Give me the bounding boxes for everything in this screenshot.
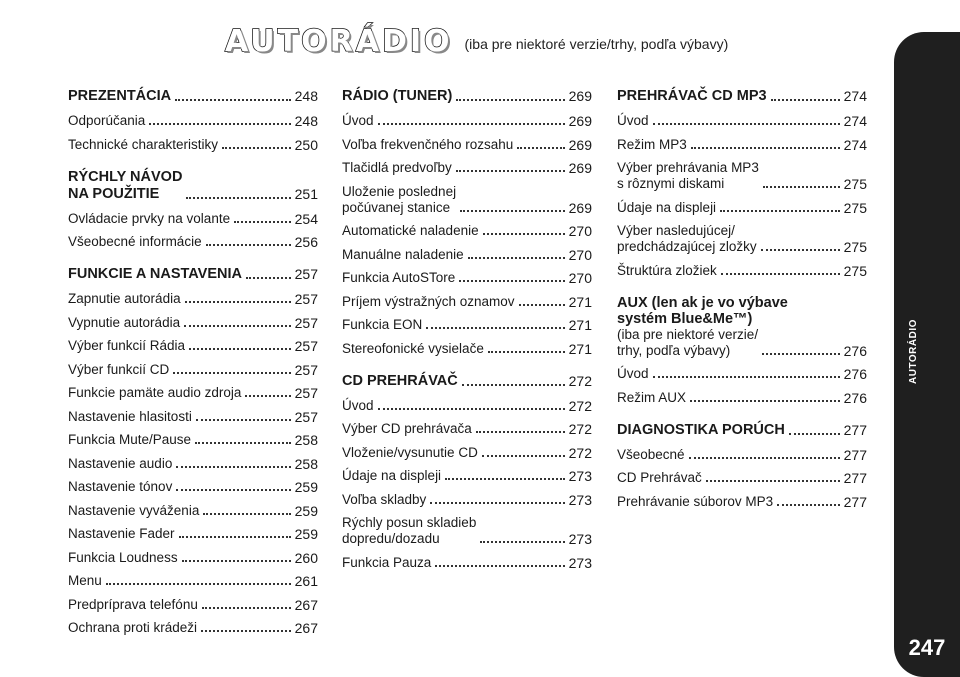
toc-item[interactable] [68, 432, 318, 448]
section-heading-label: RÁDIO (TUNER) [342, 88, 453, 104]
dot-leader [445, 478, 565, 480]
toc-column-1 [68, 88, 318, 652]
dot-leader [430, 502, 564, 504]
dot-leader [462, 384, 565, 386]
toc-item[interactable] [617, 160, 867, 192]
toc-item-page: 250 [294, 136, 318, 153]
dot-leader [706, 480, 840, 482]
dot-leader [482, 455, 565, 457]
dot-leader [173, 372, 290, 374]
toc-item-page: 267 [294, 596, 318, 613]
section-heading[interactable] [342, 88, 592, 105]
toc-item-label: Ochrana proti krádeži [68, 620, 198, 635]
toc-item-page: 271 [568, 317, 592, 333]
dot-leader [653, 123, 840, 125]
toc-item-label: CD Prehrávač [617, 470, 702, 485]
toc-item-label: Príjem výstražných oznamov [342, 293, 515, 309]
toc-item-page: 276 [843, 389, 867, 406]
toc-item-label: Výber prehrávania MP3 s rôznymi diskami [617, 160, 759, 191]
section-heading-label: DIAGNOSTIKA PORÚCH [617, 421, 785, 438]
section-heading-label: PREZENTÁCIA [68, 88, 172, 104]
toc-section [68, 88, 318, 153]
toc-item[interactable] [617, 366, 867, 382]
dot-leader [690, 400, 840, 402]
toc-item[interactable] [68, 573, 318, 589]
dot-leader [246, 277, 291, 279]
dot-leader [185, 301, 291, 303]
toc-item-label: Odporúčania [68, 113, 146, 128]
toc-item-page: 256 [294, 234, 318, 250]
toc-item-label: Predpríprava telefónu [68, 596, 198, 612]
toc-item-page: 269 [568, 199, 592, 216]
toc-item[interactable] [342, 270, 592, 286]
toc-item[interactable] [342, 445, 592, 461]
toc-item-page: 258 [294, 432, 318, 448]
toc-item-page: 257 [294, 291, 318, 307]
toc-item[interactable] [342, 184, 592, 216]
dot-leader [777, 504, 840, 506]
dot-leader [203, 513, 290, 515]
toc-item-page: 277 [843, 470, 867, 486]
toc-item[interactable] [617, 470, 867, 486]
dot-leader [789, 433, 840, 435]
section-heading[interactable] [342, 373, 592, 390]
toc-item[interactable] [68, 211, 318, 227]
section-heading[interactable] [68, 169, 318, 203]
toc-item-page: 271 [568, 293, 592, 310]
toc-item-label: Technické charakteristiky [68, 136, 219, 152]
toc-item-label: Manuálne naladenie [342, 246, 464, 262]
dot-leader [762, 353, 840, 355]
dot-leader [206, 244, 291, 246]
toc-item-label: Automatické naladenie [342, 223, 479, 238]
section-heading-label: FUNKCIE A NASTAVENIA [68, 266, 242, 282]
section-heading-page: 274 [843, 88, 867, 104]
toc-item[interactable] [68, 291, 318, 307]
dot-leader [435, 565, 564, 567]
toc-item[interactable] [342, 160, 592, 176]
toc-item-page: 277 [843, 446, 867, 463]
toc-item-label: Funkcia Loudness [68, 549, 178, 565]
dot-leader [176, 466, 290, 468]
dot-leader [184, 325, 291, 327]
toc-item-page: 270 [568, 223, 592, 239]
toc-item-page: 270 [568, 246, 592, 263]
dot-leader [201, 630, 291, 632]
toc-item[interactable] [68, 597, 318, 613]
dot-leader [378, 123, 565, 125]
toc-item-label: Funkcie pamäte audio zdroja [68, 385, 242, 400]
toc-item[interactable] [617, 447, 867, 463]
dot-leader [149, 123, 290, 125]
section-heading[interactable] [617, 88, 867, 105]
toc-item-label: Všeobecné [617, 446, 685, 462]
section-heading-label: PREHRÁVAČ CD MP3 [617, 88, 767, 104]
section-heading-page: 248 [294, 88, 318, 104]
dot-leader [186, 197, 290, 199]
toc-item[interactable] [68, 526, 318, 542]
dot-leader [761, 249, 840, 251]
toc-item-label: Stereofonické vysielače [342, 340, 484, 356]
toc-column-3 [617, 88, 867, 526]
toc-item-label: Nastavenie Fader [68, 526, 175, 541]
dot-leader [106, 583, 291, 585]
toc-item-label: Nastavenie tónov [68, 479, 173, 494]
toc-section [342, 373, 592, 571]
toc-item-label: Menu [68, 573, 102, 588]
dot-leader [480, 541, 564, 543]
toc-item-label: Údaje na displeji [617, 199, 717, 215]
toc-item-page: 269 [568, 113, 592, 129]
dot-leader [196, 419, 291, 421]
toc-item-label: Prehrávanie súborov MP3 [617, 493, 774, 509]
dot-leader [519, 304, 565, 306]
toc-item-page: 260 [294, 549, 318, 566]
toc-item[interactable] [617, 137, 867, 153]
toc-item-page: 276 [843, 366, 867, 382]
toc-item-page: 257 [294, 385, 318, 401]
toc-section [342, 88, 592, 357]
dot-leader [488, 351, 565, 353]
toc-item-page: 248 [294, 113, 318, 129]
toc-item[interactable] [342, 515, 592, 547]
toc-item[interactable] [342, 555, 592, 571]
toc-item-page: 277 [843, 493, 867, 510]
toc-item-page: 269 [568, 136, 592, 153]
section-heading-page: 269 [568, 88, 592, 104]
dot-leader [721, 273, 840, 275]
toc-item-label: Funkcia Pauza [342, 554, 432, 570]
toc-item-page: 272 [568, 397, 592, 414]
toc-item[interactable] [617, 200, 867, 216]
toc-item[interactable] [68, 550, 318, 566]
toc-section [617, 88, 867, 279]
toc-item-page: 254 [294, 210, 318, 227]
dot-leader [182, 560, 291, 562]
dot-leader [771, 99, 840, 101]
toc-item-label: Rýchly posun skladieb dopredu/dozadu [342, 515, 477, 546]
toc-item-page: 257 [294, 361, 318, 378]
dot-leader [763, 186, 840, 188]
toc-item-page: 275 [843, 176, 867, 192]
toc-item-label: Výber CD prehrávača [342, 421, 472, 436]
toc-item[interactable] [617, 223, 867, 255]
toc-section [617, 422, 867, 510]
toc-item[interactable] [68, 362, 318, 378]
toc-item-label: Úvod [617, 113, 649, 128]
toc-item-page: 273 [568, 531, 592, 547]
dot-leader [195, 442, 291, 444]
toc-item-label: Nastavenie audio [68, 455, 173, 471]
dot-leader [245, 395, 290, 397]
side-tab [894, 32, 960, 677]
toc-item-label: Voľba skladby [342, 491, 427, 507]
toc-item[interactable] [68, 479, 318, 495]
toc-item-label: Údaje na displeji [342, 468, 442, 483]
toc-item-label: Ovládacie prvky na volante [68, 210, 231, 226]
toc-item-label: Vypnutie autorádia [68, 314, 181, 330]
dot-leader [460, 210, 565, 212]
toc-item-page: 257 [294, 408, 318, 425]
toc-item-label: Štruktúra zložiek [617, 262, 717, 278]
section-heading[interactable]: AUX (len ak je vo výbave systém Blue&Me™) [617, 294, 788, 327]
section-subheading-page: 276 [843, 342, 867, 359]
toc-item-label: Nastavenie hlasitosti [68, 408, 192, 424]
toc-item-page: 272 [568, 444, 592, 461]
toc-item[interactable] [68, 385, 318, 401]
toc-item[interactable] [68, 315, 318, 331]
toc-item[interactable] [68, 503, 318, 519]
toc-item[interactable] [68, 113, 318, 129]
toc-item[interactable] [68, 620, 318, 636]
toc-item-label: Úvod [617, 366, 649, 381]
toc-item-page: 274 [843, 136, 867, 153]
toc-item[interactable] [617, 263, 867, 279]
toc-item-label: Uloženie poslednej počúvanej stanice [342, 183, 457, 215]
page-title: AUTORÁDIO [225, 24, 453, 59]
dot-leader [426, 327, 564, 329]
toc-item-label: Výber funkcií Rádia [68, 338, 186, 353]
toc-item[interactable] [68, 456, 318, 472]
dot-leader [456, 99, 564, 101]
toc-item-label: Úvod [342, 397, 374, 413]
toc-item-page: 267 [294, 620, 318, 636]
toc-item-label: Voľba frekvenčného rozsahu [342, 136, 514, 152]
toc-item-label: Funkcia EON [342, 317, 423, 332]
toc-section [68, 266, 318, 636]
toc-item-label: Funkcia Mute/Pause [68, 432, 192, 447]
toc-item-page: 273 [568, 554, 592, 571]
toc-item[interactable] [617, 113, 867, 129]
toc-item-label: Tlačidlá predvoľby [342, 160, 452, 175]
section-heading[interactable] [68, 266, 318, 283]
toc-section [617, 295, 867, 406]
dot-leader [179, 536, 291, 538]
toc-item-page: 271 [568, 340, 592, 357]
dot-leader [691, 147, 840, 149]
section-heading[interactable] [68, 88, 318, 105]
dot-leader [689, 457, 840, 459]
toc-item[interactable] [342, 294, 592, 310]
toc-item[interactable] [342, 421, 592, 437]
section-heading-label: RÝCHLY NÁVOD NA POUŽITIE [68, 168, 183, 202]
section-heading[interactable] [617, 422, 867, 439]
toc-item-label: Režim AUX [617, 389, 687, 405]
toc-item[interactable] [342, 341, 592, 357]
dot-leader [378, 408, 565, 410]
toc-item[interactable] [342, 113, 592, 129]
toc-item-page: 257 [294, 314, 318, 331]
toc-item-page: 258 [294, 455, 318, 472]
toc-item-page: 275 [843, 262, 867, 279]
toc-item-label: Funkcia AutoSTore [342, 270, 456, 285]
page-subtitle: (iba pre niektoré verzie/trhy, podľa výbavy) [464, 36, 729, 52]
dot-leader [189, 348, 291, 350]
toc-item[interactable] [68, 338, 318, 354]
toc-item[interactable] [342, 137, 592, 153]
dot-leader [175, 99, 291, 101]
toc-item-page: 273 [568, 468, 592, 484]
section-subheading[interactable] [617, 327, 867, 359]
toc-item-page: 259 [294, 479, 318, 495]
toc-item-label: Výber funkcií CD [68, 361, 170, 377]
section-heading-page: 251 [294, 185, 318, 202]
dot-leader [456, 170, 565, 172]
section-heading-page: 272 [568, 372, 592, 389]
dot-leader [720, 210, 840, 212]
toc-item-page: 274 [843, 113, 867, 129]
section-subheading-label: (iba pre niektoré verzie/ trhy, podľa výbavy) [617, 326, 759, 358]
dot-leader [222, 147, 291, 149]
toc-column-2 [342, 88, 592, 587]
toc-item[interactable] [68, 234, 318, 250]
dot-leader [176, 489, 290, 491]
dot-leader [653, 376, 840, 378]
page-number: 247 [908, 635, 946, 660]
toc-item-page: 275 [843, 239, 867, 255]
dot-leader [202, 607, 291, 609]
toc-item-page: 272 [568, 421, 592, 437]
toc-item[interactable] [342, 247, 592, 263]
toc-item[interactable] [342, 398, 592, 414]
toc-item-page: 259 [294, 526, 318, 542]
toc-item-label: Vloženie/vysunutie CD [342, 444, 478, 460]
dot-leader [483, 233, 565, 235]
dot-leader [517, 147, 564, 149]
toc-section [68, 169, 318, 251]
toc-item-page: 273 [568, 491, 592, 508]
toc-item-page: 261 [294, 573, 318, 589]
dot-leader [468, 257, 565, 259]
toc-item-page: 269 [568, 160, 592, 176]
dot-leader [476, 431, 565, 433]
section-heading-page: 257 [294, 266, 318, 282]
toc-item[interactable] [68, 137, 318, 153]
toc-item-page: 275 [843, 199, 867, 216]
toc-item[interactable] [617, 390, 867, 406]
toc-item-label: Výber nasledujúcej/ predchádzajúcej zložky [617, 223, 757, 254]
toc-item-page: 257 [294, 338, 318, 354]
toc-item-label: Všeobecné informácie [68, 234, 202, 249]
toc-item[interactable] [342, 468, 592, 484]
toc-item[interactable] [617, 494, 867, 510]
dot-leader [234, 221, 291, 223]
side-tab-label: AUTORÁDIO [908, 319, 919, 385]
toc-item[interactable] [342, 317, 592, 333]
toc-item-page: 270 [568, 270, 592, 286]
dot-leader [459, 280, 564, 282]
section-heading-label: CD PREHRÁVAČ [342, 372, 458, 389]
toc-item[interactable] [342, 223, 592, 239]
toc-item[interactable] [68, 409, 318, 425]
toc-item-label: Režim MP3 [617, 136, 687, 152]
toc-item-label: Nastavenie vyváženia [68, 502, 200, 518]
toc-item-page: 259 [294, 502, 318, 519]
page-header [225, 20, 728, 60]
toc-item[interactable] [342, 492, 592, 508]
toc-item-label: Úvod [342, 113, 374, 128]
toc-item-label: Zapnutie autorádia [68, 291, 181, 306]
section-heading-page: 277 [843, 421, 867, 438]
